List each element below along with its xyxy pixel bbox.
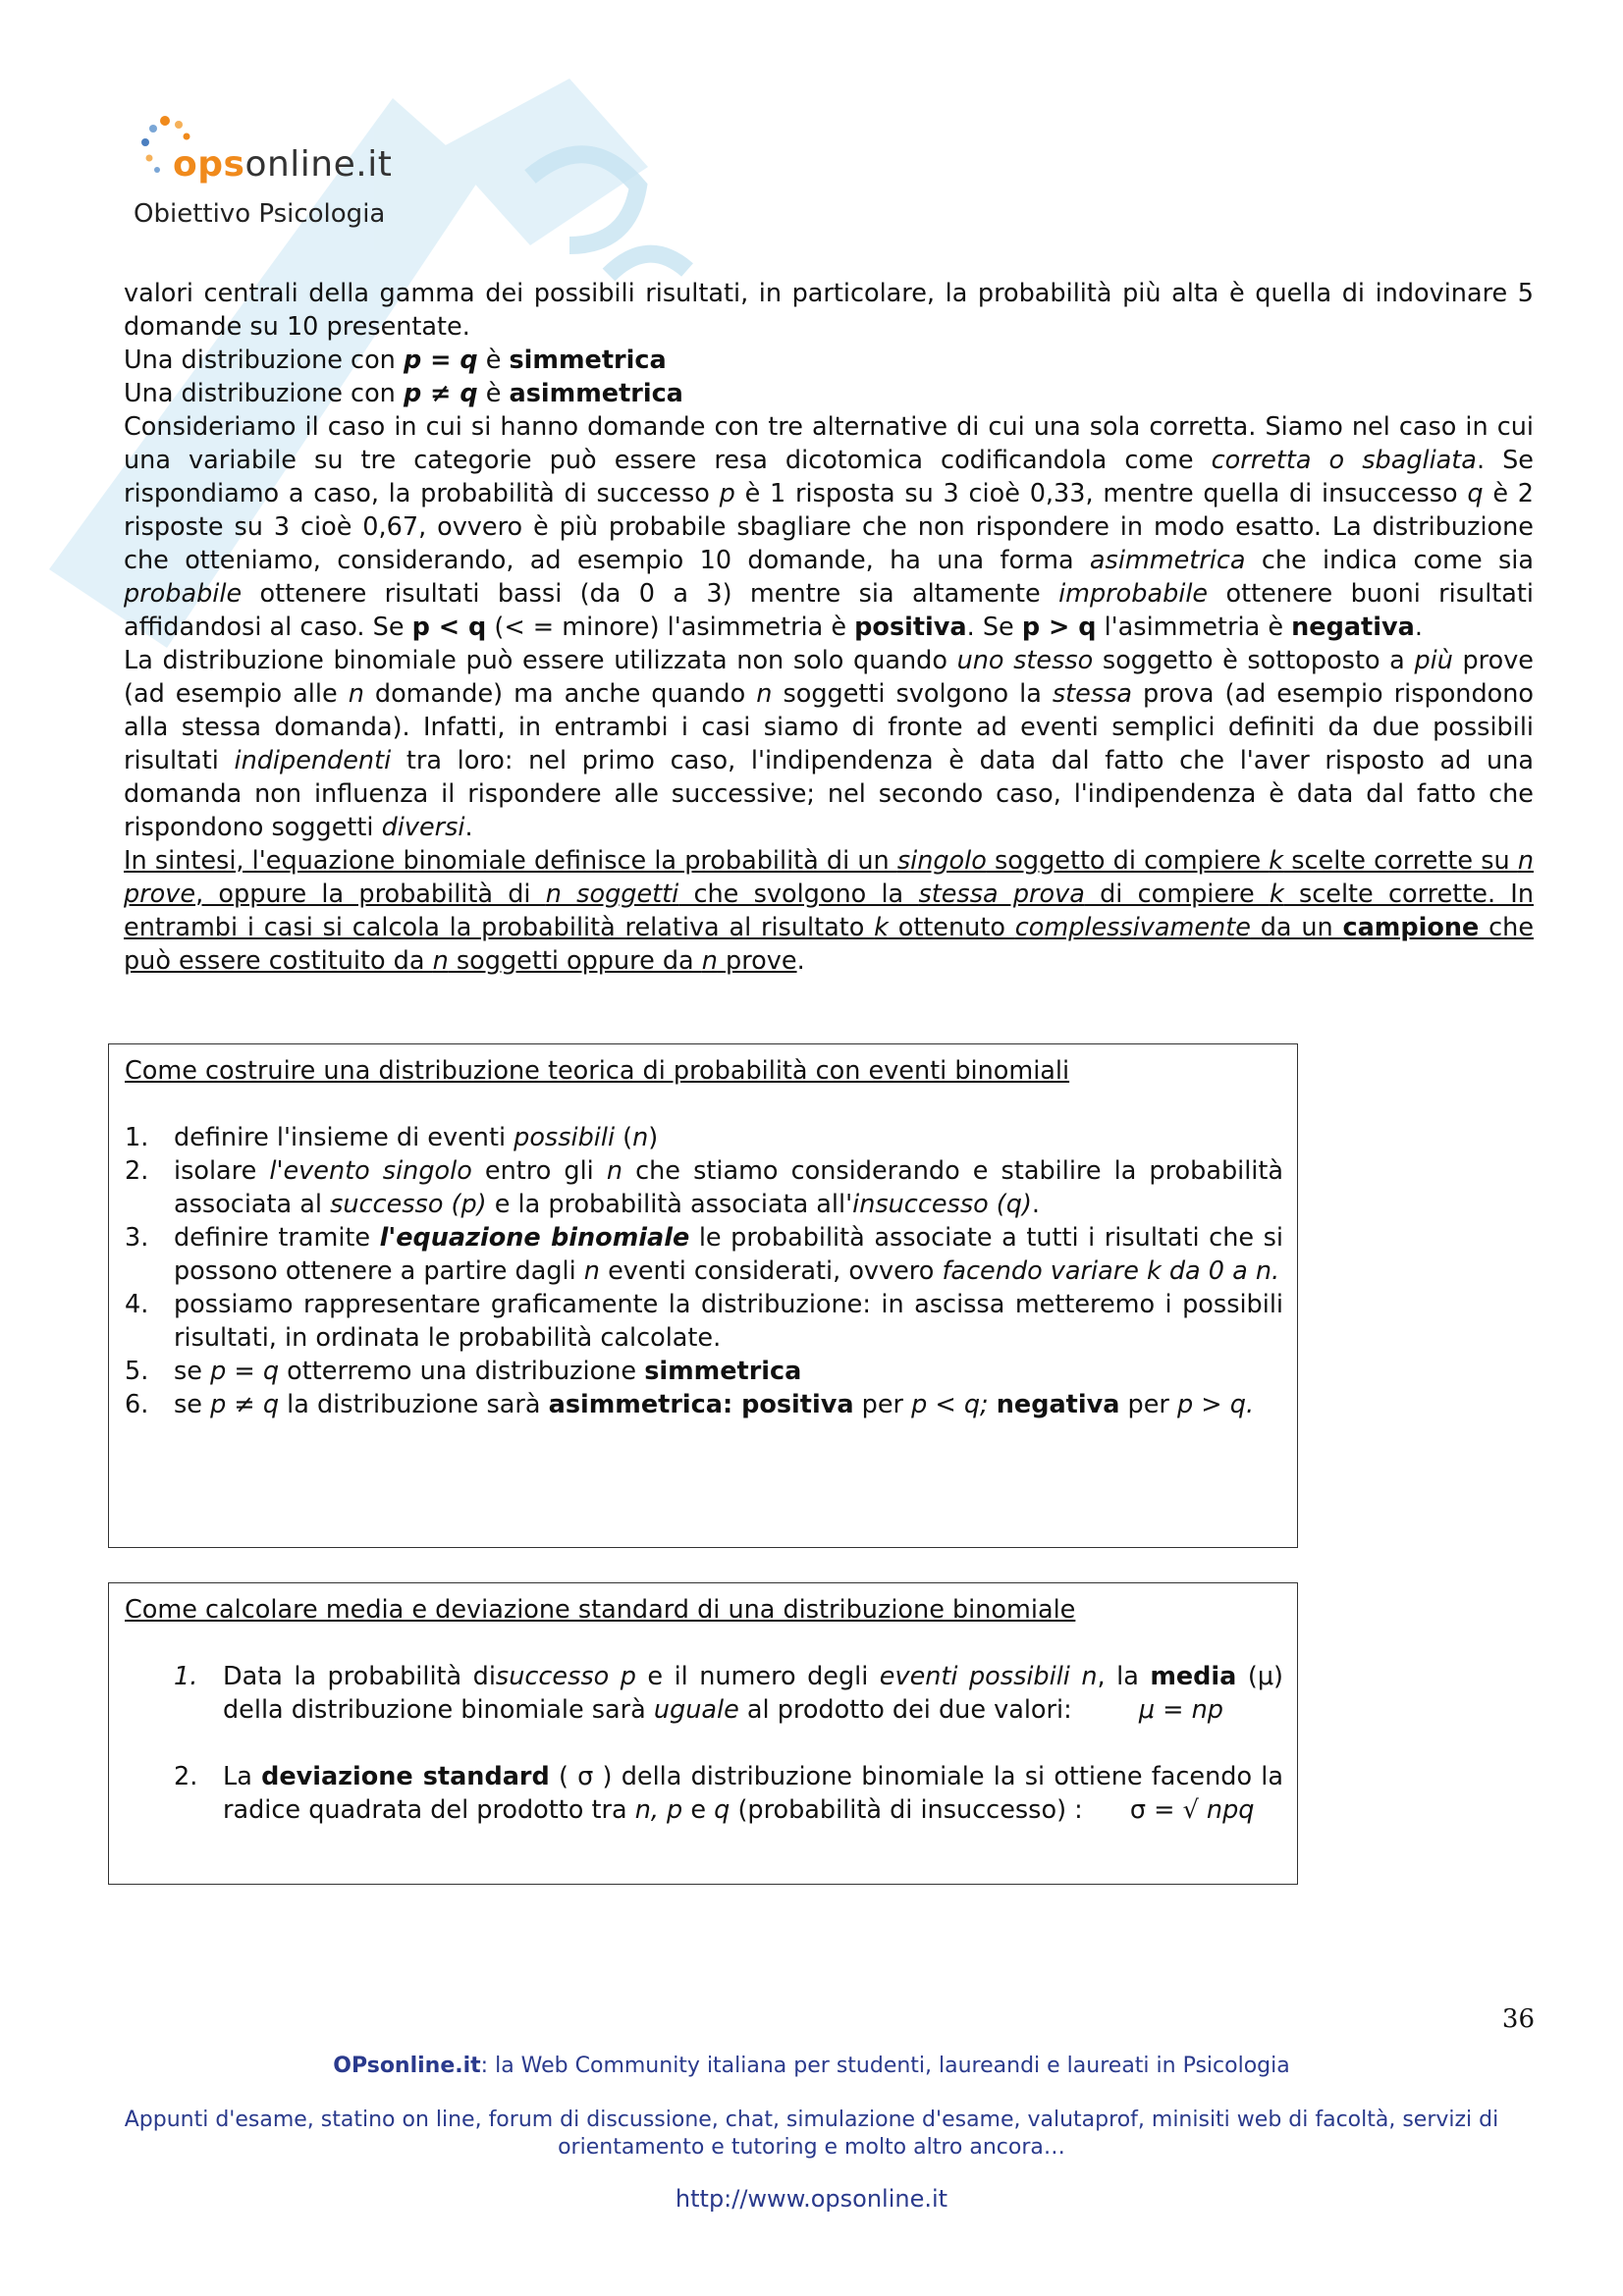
symmetric-line: Una distribuzione con p = q è simmetrica [124,346,667,375]
logo-subtitle: Obiettivo Psicologia [134,199,386,229]
footer-url-link[interactable]: http://www.opsonline.it [675,2185,948,2213]
list-item: 6. se p ≠ q la distribuzione sarà asimmetrica: positiva per p < q; negativa per p > q. [125,1390,1255,1419]
list-item: 5. se p = q otterremo una distribuzione simmetrica [125,1357,802,1386]
paragraph-1: valori centrali della gamma dei possibili risultati, in particolare, la probabilità più alta è quella di indovinare 5 domande su 10 presentate. [124,279,1534,342]
box2-steps [125,1660,1283,1827]
box-build-distribution [108,1043,1298,1548]
main-text [124,277,1534,978]
list-item: 1. definire l'insieme di eventi possibili (n) [125,1123,659,1152]
footer-services: Appunti d'esame, statino on line, forum di discussione, chat, simulazione d'esame, valutaprof, minisiti web di facoltà, servizi di orientamento e tutoring e molto altro ancora… [124,2108,1499,2160]
box2-title: Come calcolare media e deviazione standard di una distribuzione binomiale [125,1595,1076,1625]
box1-title: Come costruire una distribuzione teorica di probabilità con eventi binomiali [125,1056,1070,1086]
logo-wordmark [173,144,392,185]
logo-ops: ops [173,144,245,185]
list-item: 2. isolare l'evento singolo entro gli n che stiamo considerando e stabilire la probabilità associata al successo (p) e la probabilità associata all'insuccesso (q). [125,1156,1284,1219]
paragraph-4-summary: In sintesi, l'equazione binomiale definisce la probabilità di un singolo soggetto di compiere k scelte corrette su n prove, oppure la probabilità di n soggetti che svolgono la stessa prova di compiere k scelte corrette. In entrambi i casi si calcola la probabilità relativa al risultato k ottenuto complessivamente da un campione che può essere costituito da n soggetti oppure da n prove. [124,846,1535,976]
list-item: 2. La deviazione standard ( σ ) della distribuzione binomiale la si ottiene facendo la radice quadrata del prodotto tra n, p e q (probabilità di insuccesso) : σ = √ npq [174,1762,1283,1825]
list-item: 4. possiamo rappresentare graficamente la distribuzione: in ascissa metteremo i possibili risultati, in ordinata le probabilità calcolate. [125,1290,1283,1353]
box1-steps [125,1121,1283,1421]
list-item: 1. Data la probabilità disuccesso p e il numero degli eventi possibili n, la media (μ) della distribuzione binomiale sarà uguale al prodotto dei due valori: μ = np [174,1662,1283,1725]
paragraph-2: Consideriamo il caso in cui si hanno domande con tre alternative di cui una sola corretta. Siamo nel caso in cui una variabile su tre categorie può essere resa dicotomica codificandola come corretta o sbagliata. Se rispondiamo a caso, la probabilità di successo p è 1 risposta su 3 cioè 0,33, mentre quella di insuccesso q è 2 risposte su 3 cioè 0,67, ovvero è più probabile sbagliare che non rispondere in modo esatto. La distribuzione che otteniamo, considerando, ad esempio 10 domande, ha una forma asimmetrica che indica come sia probabile ottenere risultati bassi (da 0 a 3) mentre sia altamente improbabile ottenere buoni risultati affidandosi al caso. Se p < q (< = minore) l'asimmetria è positiva. Se p > q l'asimmetria è negativa. [124,412,1534,642]
paragraph-3: La distribuzione binomiale può essere utilizzata non solo quando uno stesso soggetto è sottoposto a più prove (ad esempio alle n domande) ma anche quando n soggetti svolgono la stessa prova (ad esempio rispondono alla stessa domanda). Infatti, in entrambi i casi siamo di fronte ad eventi semplici definiti da due possibili risultati indipendenti tra loro: nel primo caso, l'indipendenza è data dal fatto che l'aver risposto ad una domanda non influenza il rispondere alle successive; nel secondo caso, l'indipendenza è data dal fatto che rispondono soggetti diversi. [124,646,1535,842]
box-mean-stddev [108,1582,1298,1885]
opsonline-logo[interactable] [128,103,422,240]
list-item: 3. definire tramite l'equazione binomiale le probabilità associate a tutti i risultati che si possono ottenere a partire dagli n eventi considerati, ovvero facendo variare k da 0 a n. [125,1223,1283,1286]
logo-online: online.it [244,144,393,185]
footer-brand[interactable]: OPsonline.it [333,2054,481,2078]
page-number: 36 [1501,2004,1535,2034]
asymmetric-line: Una distribuzione con p ≠ q è asimmetrica [124,379,683,408]
footer-tagline: OPsonline.it: la Web Community italiana per studenti, laureandi e laureati in Psicologia [333,2054,1290,2078]
